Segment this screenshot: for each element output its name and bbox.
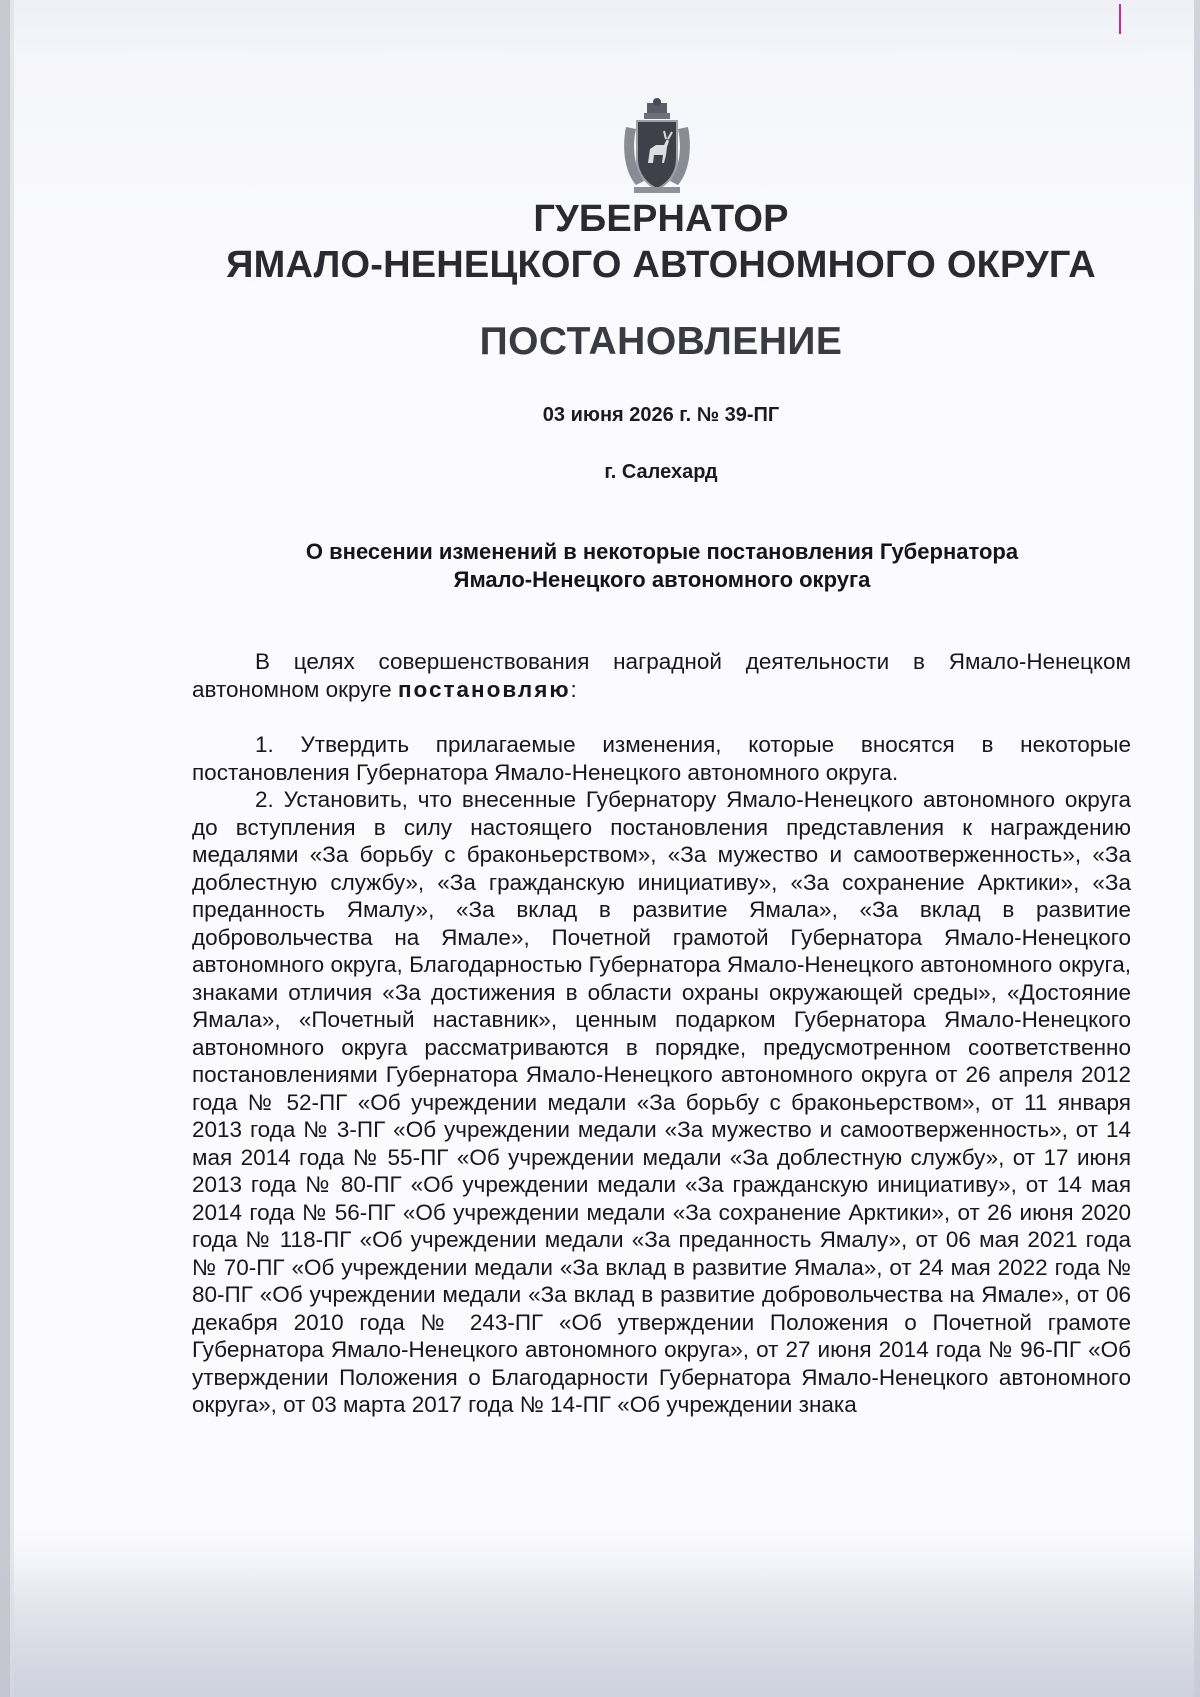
- title-line-region: ЯМАЛО-НЕНЕЦКОГО АВТОНОМНОГО ОКРУГА: [226, 244, 1096, 286]
- item-1: 1. Утвердить прилагаемые изменения, которые вносятся в некоторые постановления Губернатора Ямало-Ненецкого автономного округа.: [192, 732, 1131, 785]
- subject-line-2: Ямало-Ненецкого автономного округа: [453, 567, 871, 592]
- title-line-governor: ГУБЕРНАТОР: [533, 198, 789, 240]
- item-2: 2. Установить, что внесенные Губернатору Ямало-Ненецкого автономного округа до вступления в силу настоящего постановления представления к награждению медалями «За борьбу с браконьерством», «За мужество и самоотверженность», «За доблестную службу», «За гражданскую инициативу», «За сохранение Арктики», «За преданность Ямалу», «За вклад в развитие Ямала», «За вклад в развитие добровольчества на Ямале», Почетной грамотой Губернатора Ямало-Ненецкого автономного округа, Благодарностью Губернатора Ямало-Ненецкого автономного округа, знаками отличия «За достижения в области охраны окружающей среды», «Достояние Ямала», «Почетный наставник», ценным подарком Губернатора Ямало-Ненецкого автономного округа рассматриваются в порядке, предусмотренном соответственно постановлениями Губернатора Ямало-Ненецкого автономного округа от 26 апреля 2012 года № 52-ПГ «Об учреждении медали «За борьбу с браконьерством», от 11 января 2013 года № 3-ПГ «Об учреждении медали «За мужество и самоотверженность», от 14 мая 2014 года № 55-ПГ «Об учреждении медали «За доблестную службу», от 17 июня 2013 года № 80-ПГ «Об учреждении медали «За гражданскую инициативу», от 14 мая 2014 года № 56-ПГ «Об учреждении медали «За сохранение Арктики», от 26 июня 2020 года № 118-ПГ «Об учреждении медали «За преданность Ямалу», от 06 мая 2021 года № 70-ПГ «Об учреждении медали «За вклад в развитие Ямала», от 24 мая 2022 года № 80-ПГ «Об учреждении медали «За вклад в развитие добровольчества на Ямале», от 06 декабря 2010 года № 243-ПГ «Об утверждении Положения о Почетной грамоте Губернатора Ямало-Ненецкого автономного округа», от 27 июня 2014 года № 96-ПГ «Об утверждении Положения о Благодарности Губернатора Ямало-Ненецкого автономного округа», от 03 марта 2017 года № 14-ПГ «Об учреждении знака: [192, 787, 1131, 1417]
- scan-mark: [1119, 4, 1121, 34]
- document-type: ПОСТАНОВЛЕНИЕ: [479, 320, 843, 363]
- coat-of-arms-icon: [620, 97, 694, 197]
- preamble: [192, 648, 1131, 703]
- document-subject: [192, 538, 1132, 594]
- authority-title: [0, 196, 1200, 288]
- scan-bottom-shade: [0, 1560, 1200, 1697]
- document-body: [192, 648, 1131, 1419]
- city: г. Салехард: [604, 461, 718, 483]
- preamble-end: :: [570, 676, 577, 702]
- preamble-text: В целях совершенствования наградной деятельности в Ямало-Ненецком автономном округе: [192, 649, 1131, 702]
- subject-line-1: О внесении изменений в некоторые постановления Губернатора: [305, 539, 1019, 564]
- preamble-emphasis: постановляю: [397, 676, 571, 702]
- date-number: 03 июня 2026 г. № 39-ПГ: [542, 404, 780, 426]
